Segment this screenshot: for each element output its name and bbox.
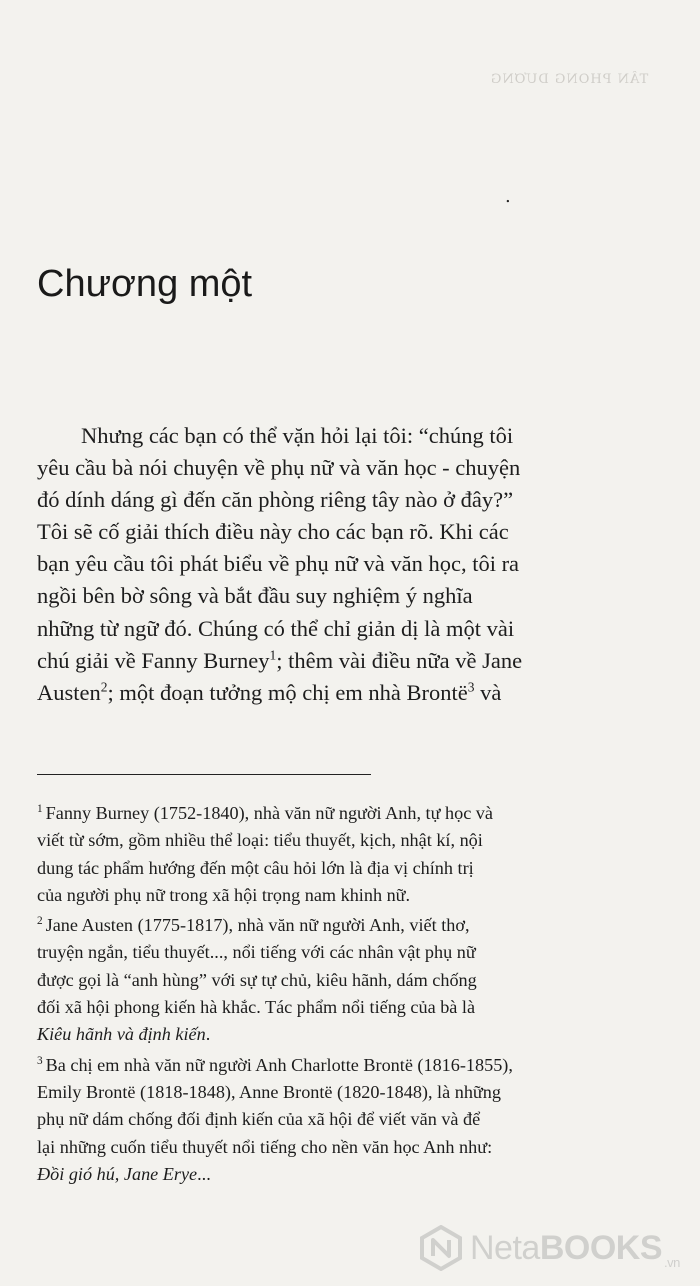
footnote-mark: 3 [37,1054,43,1067]
body-line: bạn yêu cầu tôi phát biểu về phụ nữ và văn học, tôi ra [37,551,520,577]
netabooks-logo-icon [418,1225,464,1271]
body-line: những từ ngữ đó. Chúng có thể chỉ giản dị là một vài [37,615,515,641]
book-title: Kiêu hãnh và định kiến [37,1024,206,1045]
footnote-line: viết từ sớm, gồm nhiều thể loại: tiểu thuyết, kịch, nhật kí, nội [37,830,483,851]
footnote-line: được gọi là “anh hùng” với sự tự chủ, kiêu hãnh, dám chống [37,969,477,990]
footnote-3 [37,1052,685,1188]
body-text-run: chú giải về Fanny Burney [37,647,270,673]
footnote-line: lại những cuốn tiểu thuyết nổi tiếng cho nền văn học Anh như: [37,1136,493,1157]
footnote-line [37,800,685,827]
footnote-line: Emily Brontë (1818-1848), Anne Brontë (1820-1848), là những [37,1081,501,1102]
footnote-line [37,1161,685,1188]
footnote-2 [37,912,685,1048]
footnote-line: của người phụ nữ trong xã hội trọng nam khinh nữ. [37,884,411,905]
footnote-line [37,912,685,939]
footnotes [37,800,685,1191]
footnote-ref-3[interactable]: 3 [467,679,475,695]
body-paragraph [37,420,685,709]
body-line: đó dính dáng gì đến căn phòng riêng tây nào ở đây?” [37,487,514,513]
watermark-text [470,1229,680,1268]
body-line: Nhưng các bạn có thể vặn hỏi lại tôi: “chúng tôi [81,423,514,448]
footnote-text: Ba chị em nhà văn nữ người Anh Charlotte Brontë (1816-1855), [45,1054,513,1075]
footnote-text: Jane Austen (1775-1817), nhà văn nữ người Anh, viết thơ, [45,915,470,936]
body-text-run: ; thêm vài điều nữa về Jane [276,647,523,673]
chapter-title: Chương một [37,263,253,305]
body-line [37,677,685,709]
footnote-line: phụ nữ dám chống đối định kiến của xã hội để viết văn và để [37,1109,481,1130]
watermark [418,1222,688,1274]
footnote-mark: 1 [37,802,43,815]
footnote-line [37,1021,685,1048]
book-title: Đồi gió hú, Jane Erye [37,1163,198,1184]
footnote-text: ... [197,1163,211,1184]
watermark-suffix: .vn [664,1254,680,1270]
footnote-1 [37,800,685,909]
body-line: Tôi sẽ cố giải thích điều này cho các bạn rõ. Khi các [37,519,509,545]
watermark-text-part: BOOKS [539,1228,663,1267]
ornament-dot: . [505,186,511,207]
body-line: ngồi bên bờ sông và bắt đầu suy nghiệm ý nghĩa [37,583,473,609]
footnote-line: truyện ngắn, tiểu thuyết..., nổi tiếng với các nhân vật phụ nữ [37,942,476,963]
watermark-text-part: Neta [470,1228,540,1267]
footnote-line: dung tác phẩm hướng đến một câu hỏi lớn là địa vị chính trị [37,857,474,878]
footnote-ref-1[interactable]: 1 [269,647,277,663]
body-text-run: và [474,679,502,705]
body-text-run: Austen [37,679,101,705]
bleed-through-header: TÂN PHONG DƯƠNG [490,72,649,87]
body-text-run: ; một đoạn tưởng mộ chị em nhà Brontë [107,679,468,705]
body-line: yêu cầu bà nói chuyện về phụ nữ và văn học - chuyện [37,455,521,481]
footnote-text: Fanny Burney (1752-1840), nhà văn nữ người Anh, tự học và [45,803,493,823]
footnote-text: . [205,1024,211,1045]
footnote-mark: 2 [37,915,43,928]
footnote-line: đối xã hội phong kiến hà khắc. Tác phẩm nổi tiếng của bà là [37,997,476,1018]
footnote-line [37,1052,685,1079]
body-line [37,645,685,677]
footnote-ref-2[interactable]: 2 [100,679,108,695]
footnote-separator [37,774,371,775]
